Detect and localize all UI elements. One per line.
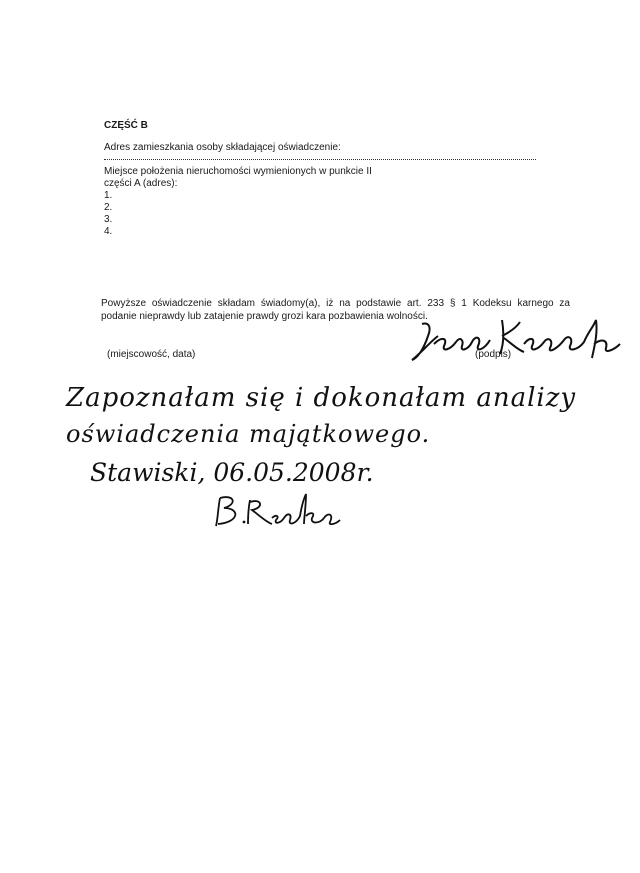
handwritten-note-line2: oświadczenia majątkowego. (66, 420, 431, 448)
property-item-3: 3. (104, 214, 113, 225)
section-heading: CZĘŚĆ B (104, 120, 148, 131)
property-item-1: 1. (104, 190, 113, 201)
place-date-label: (miejscowość, data) (107, 349, 196, 360)
property-label-line2: części A (adres): (104, 178, 178, 189)
property-item-4: 4. (104, 226, 113, 237)
declaration-line1: Powyższe oświadczenie składam świadomy(a), iż na podstawie art. 233 § 1 Kodeksu karnego za (101, 298, 570, 309)
property-item-2: 2. (104, 202, 113, 213)
signature-label: (podpis) (475, 349, 512, 360)
reviewer-signature (212, 490, 342, 530)
address-fill-line (104, 159, 536, 160)
declarant-signature (408, 314, 623, 364)
declaration-line2: podanie nieprawdy lub zatajenie prawdy grozi kara pozbawienia wolności. (101, 310, 428, 322)
handwritten-note-place-date: Stawiski, 06.05.2008r. (90, 458, 374, 487)
property-label-line1: Miejsce położenia nieruchomości wymienionych w punkcie II (104, 166, 372, 177)
address-label: Adres zamieszkania osoby składającej oświadczenie: (104, 142, 341, 153)
handwritten-note-line1: Zapoznałam się i dokonałam analizy (66, 383, 577, 413)
